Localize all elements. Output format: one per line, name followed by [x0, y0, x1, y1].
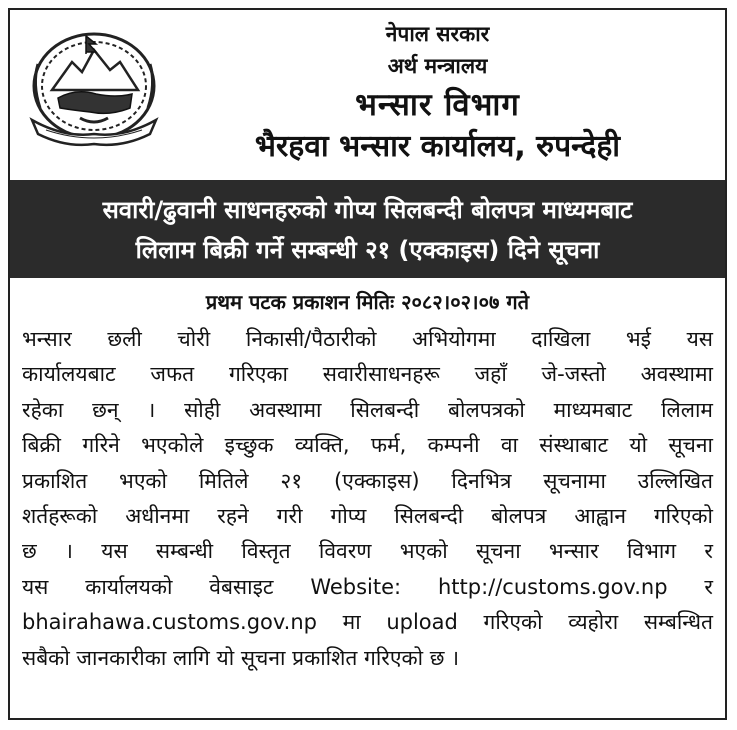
body-line: bhairahawa.customs.gov.np मा upload गरिएको व्यहोरा सम्बन्धित	[22, 610, 713, 635]
body-line: सबैको जानकारीका लागि यो सूचना प्रकाशित गरिएको छ ।	[22, 645, 460, 670]
body-line: रहेका छन् । सोही अवस्थामा सिलबन्दी बोलपत्रको माध्यमबाट लिलाम	[22, 397, 713, 422]
body-line: शर्तहरूको अधीनमा रहने गरी गोप्य सिलबन्दी बोलपत्र आह्वान गरिएको	[22, 504, 713, 529]
notice-frame	[8, 8, 727, 720]
body-line: यस कार्यालयको वेबसाइट Website: http://customs.gov.np र	[22, 574, 713, 599]
notice-title-banner	[10, 180, 725, 278]
publication-date: प्रथम पटक प्रकाशन मितिः २०८२।०२।०७ गते	[205, 290, 530, 314]
notice-title-line-2: लिलाम बिक्री गर्ने सम्बन्धी २१ (एक्काइस) दिने सूचना	[135, 236, 600, 264]
body-line: भन्सार छली चोरी निकासी/पैठारीको अभियोगमा दाखिला भई यस	[22, 327, 713, 351]
body-line: कार्यालयबाट जफत गरिएका सवारीसाधनहरू जहाँ जे-जस्तो अवस्थामा	[22, 362, 713, 387]
body-line: प्रकाशित भएको मितिले २१ (एक्काइस) दिनभित्र सूचनामा उल्लिखित	[22, 468, 713, 493]
body-line: छ । यस सम्बन्धी विस्तृत विवरण भएको सूचना भन्सार विभाग र	[22, 539, 713, 564]
nepal-emblem-icon	[24, 24, 164, 152]
body-line: बिक्री गरिने भएकोले इच्छुक व्यक्ति, फर्म, कम्पनी वा संस्थाबाट यो सूचना	[22, 433, 713, 458]
ministry-heading: अर्थ मन्त्रालय	[387, 54, 488, 78]
office-heading: भैरहवा भन्सार कार्यालय, रुपन्देही	[254, 129, 621, 164]
department-heading: भन्सार विभाग	[355, 87, 520, 123]
government-heading: नेपाल सरकार	[385, 22, 490, 46]
notice-title-line-1: सवारी/ढुवानी साधनहरुको गोप्य सिलबन्दी बोलपत्र माध्यमबाट	[102, 196, 633, 224]
notice-body	[22, 322, 713, 676]
